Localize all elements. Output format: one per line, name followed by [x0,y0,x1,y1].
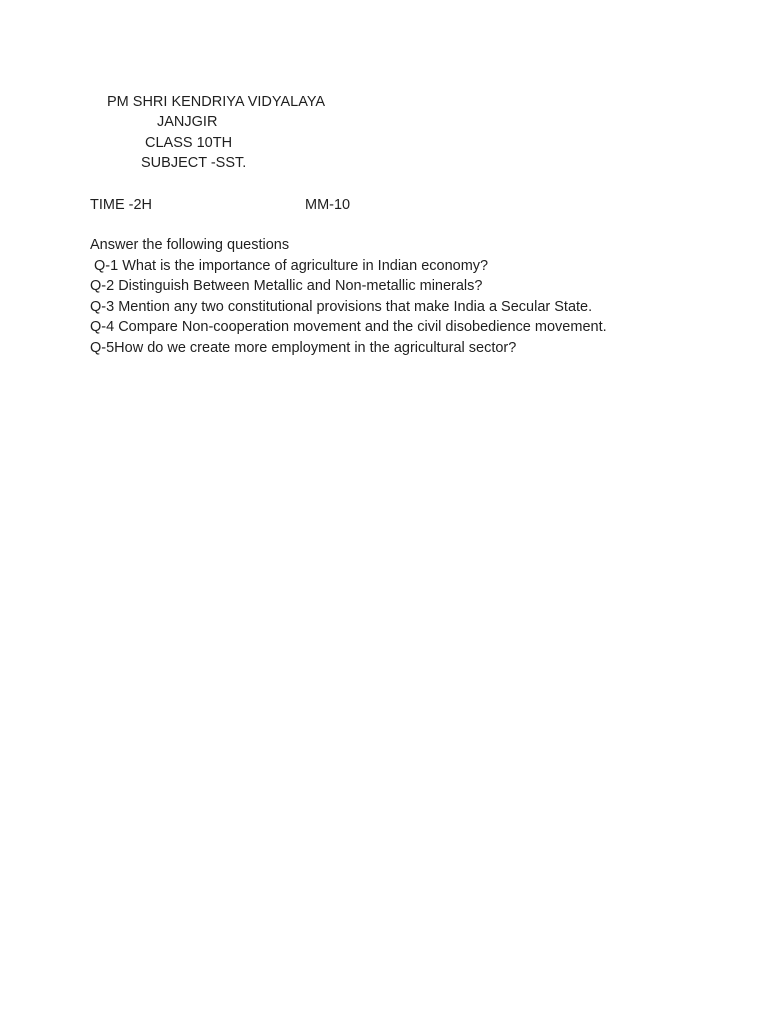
instructions: Answer the following questions [90,237,290,253]
question-1: Q-1 What is the importance of agriculture in Indian economy? [94,258,489,274]
school-name: PM SHRI KENDRIYA VIDYALAYA [107,94,326,110]
question-5: Q-5How do we create more employment in the agricultural sector? [90,340,517,356]
subject-label: SUBJECT -SST. [141,155,247,171]
question-3: Q-3 Mention any two constitutional provisions that make India a Secular State. [90,299,593,315]
school-city: JANJGIR [157,114,218,130]
time-allowed: TIME -2H [90,197,153,213]
max-marks: MM-10 [305,197,351,213]
class-label: CLASS 10TH [145,135,233,151]
question-4: Q-4 Compare Non-cooperation movement and the civil disobedience movement. [90,319,607,335]
question-2: Q-2 Distinguish Between Metallic and Non-metallic minerals? [90,278,483,294]
